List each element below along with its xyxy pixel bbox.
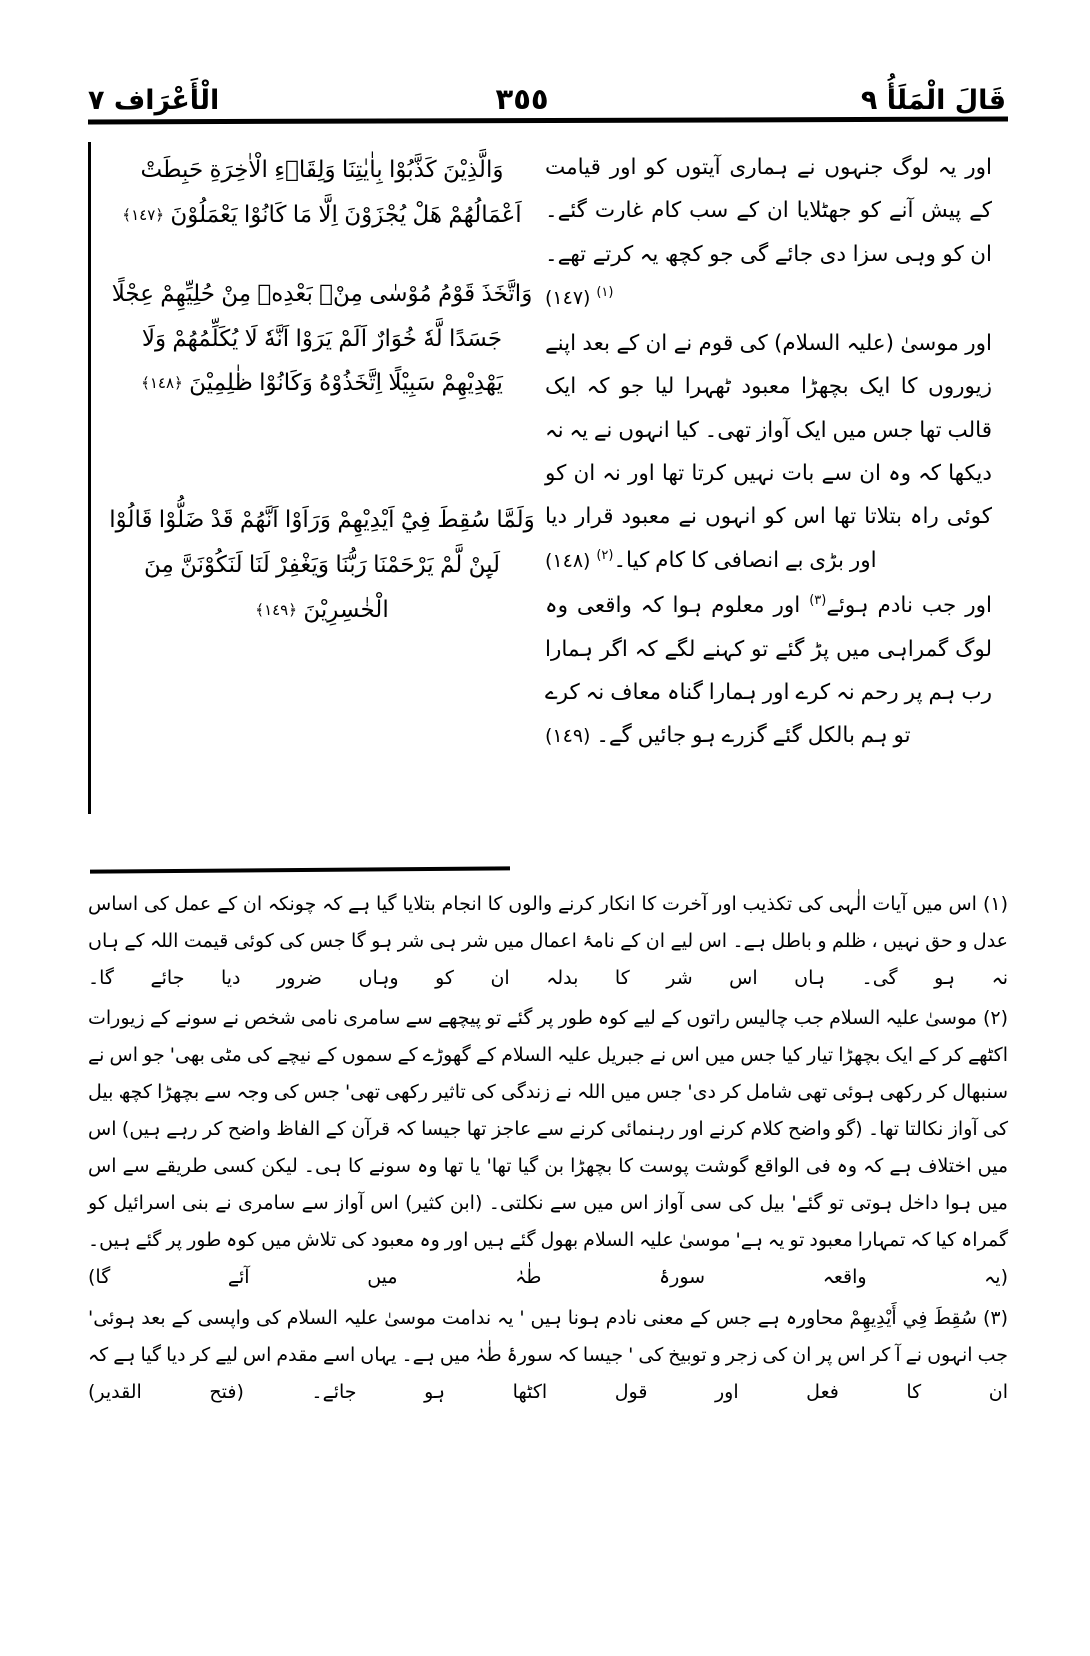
footnote-1-marker: (١) bbox=[982, 893, 1008, 915]
ayah-147-line-1: وَالَّذِيْنَ كَذَّبُوْا بِاٰيٰتِنَا وَلِقَاۤءِ الْاٰخِرَةِ حَبِطَتْ bbox=[140, 157, 504, 183]
header-juz-label: قَالَ الْمَلَأُ ٩ bbox=[860, 85, 1006, 117]
footnote-3-line-3: کا فعل اور قول اکٹھا ہو جائے۔ (فتح القدیر) bbox=[88, 1380, 922, 1403]
footnote-2-line-6: داخل ہوتی تو گئے' بیل کی سی آواز اس میں سے نکلتی۔ (ابن کثیر) اس آواز سے سامری نے بنی اسرائیل کو گمراہ کیا کہ bbox=[88, 1192, 1008, 1252]
footnote-3-marker: (٣) bbox=[982, 1306, 1008, 1329]
ayah-149-line-2: لَىِٕنْ لَّمْ يَرْحَمْنَا رَبُّنَا وَيَغْفِرْ لَنَا لَنَكُوْنَنَّ مِنَ bbox=[143, 552, 501, 579]
ayah-149-line-3: الْخٰسِرِيْنَ bbox=[303, 596, 389, 623]
footnote-3-line-2: جب انہوں نے آ کر اس پر ان کی زجر و توبیخ کی ' جیسا کہ سورۂ طٰہٰ میں ہے۔ یہاں اسے مقدم اس لیے کر دیا گیا ہے کہ ان bbox=[88, 1343, 1008, 1403]
ayah-block-148 bbox=[109, 272, 535, 407]
urdu-148-verse-number: (١٤٨) bbox=[545, 549, 591, 572]
urdu-149-text: اور جب نادم ہوئے bbox=[826, 593, 992, 619]
footnotes-section bbox=[88, 886, 1008, 1414]
footnote-1-line-2: عدل و حق نہیں ، ظلم و باطل ہے۔ اس لیے ان کے نامۂ اعمال میں شر ہی شر ہو گا جس کی کوئی قیمت اللہ کے ہاں نہ ہو bbox=[88, 930, 1008, 990]
footnote-1 bbox=[88, 886, 1008, 997]
footnote-3 bbox=[88, 1300, 1008, 1411]
urdu-148-footnote-ref[interactable]: (٢) bbox=[596, 547, 614, 563]
ayah-block-147 bbox=[109, 148, 535, 238]
urdu-147-footnote-ref[interactable]: (١) bbox=[596, 285, 614, 301]
urdu-149-footnote-ref[interactable]: (٣) bbox=[809, 593, 827, 609]
page-header bbox=[88, 62, 1006, 116]
urdu-paragraph-147 bbox=[545, 146, 992, 320]
urdu-148-text: اور موسیٰ (علیہ السلام) کی قوم نے ان کے بعد اپنے زیوروں کا ایک بچھڑا معبود ٹھہرا لیا جو کہ ایک قالب تھا جس میں ایک آواز تھی۔ کیا انہوں نے یہ نہ دیکھا کہ وہ ان سے بات نہیں کرتا تھا اور نہ ان کو کوئی راہ بتلاتا تھا اس کو انہوں نے معبود قرار دیا اور بڑی بے انصافی کا کام کیا۔ bbox=[545, 330, 992, 573]
page-number: ٣٥٥ bbox=[495, 82, 549, 117]
footnote-1-line-3: گی۔ ہاں اس شر کا بدلہ ان کو وہاں ضرور دیا جائے گا۔ bbox=[88, 967, 898, 990]
ayah-147-number: ﴿١٤٧﴾ bbox=[122, 205, 165, 224]
ayah-block-149 bbox=[109, 498, 535, 633]
urdu-translation-column bbox=[543, 142, 1008, 814]
urdu-paragraph-148 bbox=[545, 322, 992, 583]
header-divider-rule bbox=[88, 117, 1008, 125]
footnote-2-line-7: تمہارا معبود تو یہ ہے' موسیٰ علیہ السلام بھول گئے ہیں اور وہ معبود کی تلاش میں کوہ طور پر گئے ہیں۔ (یہ واقعہ سورۂ طٰہٰ میں bbox=[88, 1229, 1008, 1289]
ayah-149-line-1: وَلَمَّا سُقِطَ فِيْٓ اَيْدِيْهِمْ وَرَاَوْا اَنَّهُمْ قَدْ ضَلُّوْا قَالُوْا bbox=[109, 507, 535, 534]
urdu-paragraph-149 bbox=[545, 584, 992, 758]
ayah-149-number: ﴿١٤٩﴾ bbox=[255, 600, 298, 619]
header-surah-label: الْأَعْرَاف ٧ bbox=[88, 85, 220, 117]
footnote-2-line-1: موسیٰ علیہ السلام جب چالیس راتوں کے لیے کوہ طور پر گئے تو پیچھے سے سامری نامی شخص نے سونے کے زیورات bbox=[88, 1007, 977, 1030]
footnote-separator-rule bbox=[90, 866, 510, 873]
footnote-1-line-1: اس میں آیات الٰہی کی تکذیب اور آخرت کا انکار کرنے والوں کا انجام بتلایا گیا ہے کہ چونکہ ان کے عمل کی اساس bbox=[88, 893, 977, 915]
urdu-149-verse-number: (١٤٩) bbox=[545, 725, 591, 748]
footnote-2-line-3: سنبھال کر رکھی ہوئی تھی شامل کر دی' جس میں اللہ نے زندگی کی تاثیر رکھی تھی' جس کی وجہ سے بچھڑا کچھ بیل کی bbox=[88, 1081, 1008, 1141]
footnote-2 bbox=[88, 1000, 1008, 1296]
urdu-147-text: اور یہ لوگ جنہوں نے ہماری آیتوں کو اور قیامت کے پیش آنے کو جھٹلایا ان کے سب کام غارت گئے۔ ان کو وہی سزا دی جائے گی جو کچھ یہ کرتے تھے۔ bbox=[545, 155, 992, 267]
arabic-quran-column bbox=[88, 142, 543, 814]
footnote-2-line-8: آئے گا) bbox=[88, 1266, 250, 1289]
body-two-column-area bbox=[88, 142, 1008, 814]
footnote-2-line-2: اکٹھے کر کے ایک بچھڑا تیار کیا جس میں اس نے جبریل علیہ السلام کے گھوڑے کے سموں کے نیچے کی مٹی بھی' جو اس نے bbox=[88, 1044, 1008, 1067]
footnote-2-line-5: اختلاف ہے کہ وہ فی الواقع گوشت پوست کا بچھڑا بن گیا تھا' یا تھا وہ سونے کا ہی۔ لیکن کسی طریقے سے اس میں ہوا bbox=[88, 1155, 1008, 1215]
footnote-2-line-4: آواز نکالتا تھا۔ (گو واضح کلام کرنے اور رہنمائی کرنے سے عاجز تھا جیسا کہ قرآن کے الفاظ واضح کر رہے ہیں) اس میں bbox=[88, 1118, 1008, 1178]
ayah-147-line-2: اَعْمَالُهُمْ هَلْ يُجْزَوْنَ اِلَّا مَا كَانُوْا يَعْمَلُوْنَ bbox=[170, 201, 522, 228]
ayah-148-line-2: لَّهٗ خُوَارٌ اَلَمْ يَرَوْا اَنَّهٗ لَا يُكَلِّمُهُمْ وَلَا يَهْدِيْهِمْ سَبِيْلًا bbox=[141, 325, 503, 397]
urdu-147-verse-number: (١٤٧) bbox=[545, 287, 591, 310]
footnote-3-line-1: سُقِطَ فِي أَيْدِيهِمْ محاورہ ہے جس کے معنی نادم ہونا ہیں ' یہ ندامت موسیٰ علیہ السلام کی واپسی کے بعد ہوئی' bbox=[88, 1306, 977, 1329]
urdu-149-text-continued: اور معلوم ہوا کہ واقعی وہ لوگ گمراہی میں پڑ گئے تو کہنے لگے کہ اگر ہمارا رب ہم پر رحم نہ کرے اور ہمارا گناہ معاف نہ کرے تو ہم بالکل گئے گزرے ہو جائیں گے۔ bbox=[545, 593, 992, 749]
ayah-148-number: ﴿١٤٨﴾ bbox=[141, 374, 183, 393]
ayah-148-line-3: اِتَّخَذُوْهُ وَكَانُوْا ظٰلِمِيْنَ bbox=[189, 370, 383, 397]
footnote-2-marker: (٢) bbox=[982, 1007, 1008, 1030]
ayah-148-line-1: وَاتَّخَذَ قَوْمُ مُوْسٰى مِنْۢ بَعْدِهٖ مِنْ حُلِيِّهِمْ عِجْلًا جَسَدًا bbox=[111, 280, 533, 352]
